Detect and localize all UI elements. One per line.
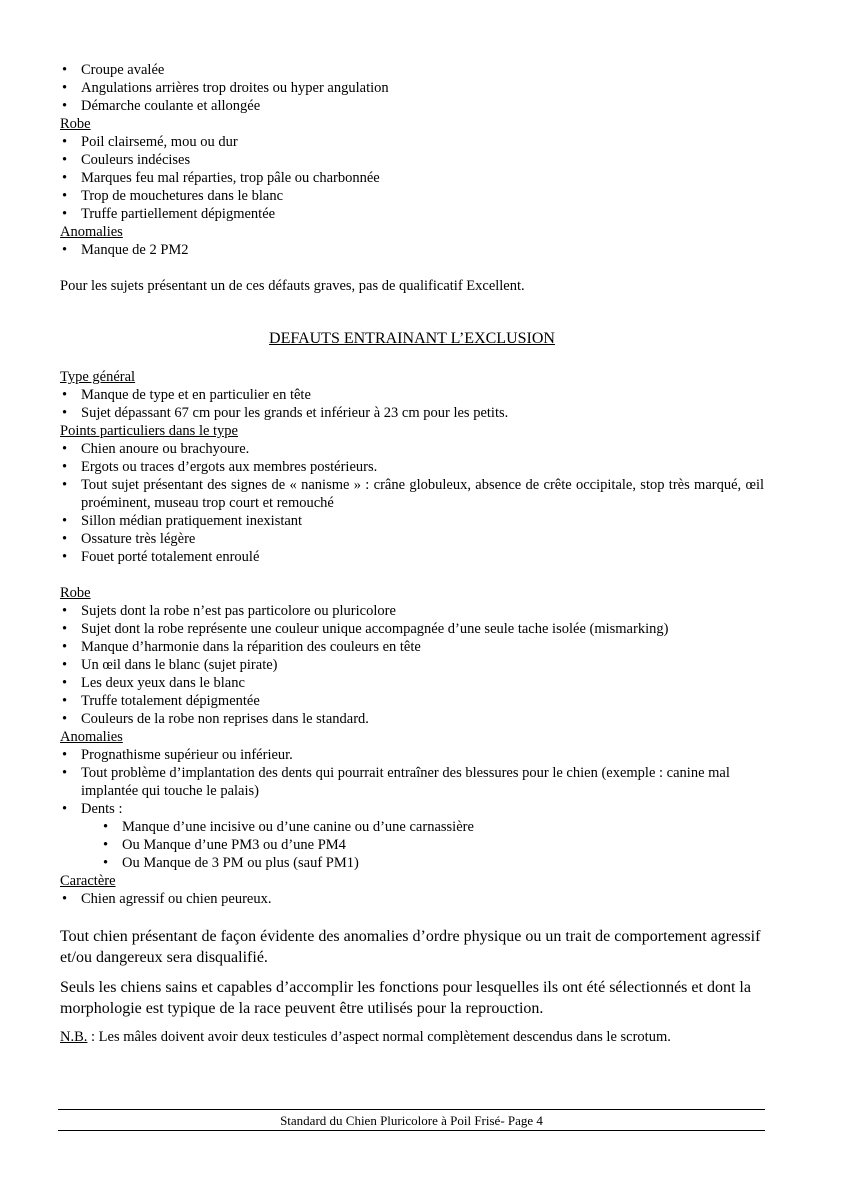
page-footer: Standard du Chien Pluricolore à Poil Frisé- Page 4 (280, 1113, 543, 1128)
list-item: • Manque de 2 PM2 (60, 241, 764, 259)
dents-sublist (81, 818, 764, 872)
nb-text: : Les mâles doivent avoir deux testicules d’aspect normal complètement descendus dans le scrotum. (87, 1029, 671, 1045)
caractere-list (60, 890, 764, 908)
note-grave: Pour les sujets présentant un de ces défauts graves, pas de qualificatif Excellent. (60, 278, 525, 294)
list-item: • Ergots ou traces d’ergots aux membres postérieurs. (60, 458, 764, 476)
footer-rule (58, 1109, 765, 1110)
list-item: • Couleurs indécises (60, 151, 764, 169)
list-item: • Prognathisme supérieur ou inférieur. (60, 746, 764, 764)
section-header-robe: Robe (60, 116, 91, 132)
list-item: • Les deux yeux dans le blanc (60, 674, 764, 692)
nb-label: N.B. (60, 1029, 88, 1045)
section-header-points: Points particuliers dans le type (60, 423, 238, 439)
list-item: • Truffe totalement dépigmentée (60, 692, 764, 710)
list-item: • Couleurs de la robe non reprises dans le standard. (60, 710, 764, 728)
anomalies-exclusion-list (60, 746, 764, 872)
list-item: • Manque d’une incisive ou d’une canine ou d’une carnassière (101, 818, 764, 836)
list-item: • Fouet porté totalement enroulé (60, 548, 764, 566)
list-item: • Trop de mouchetures dans le blanc (60, 187, 764, 205)
nb-paragraph (60, 1028, 764, 1046)
top-list (60, 61, 764, 115)
list-item: • Manque d’harmonie dans la réparition des couleurs en tête (60, 638, 764, 656)
list-item: • Sujet dont la robe représente une couleur unique accompagnée d’une seule tache isolée (mismarking) (60, 620, 764, 638)
list-item: • Chien agressif ou chien peureux. (60, 890, 764, 908)
footer-rule (58, 1130, 765, 1131)
section-header-anomalies: Anomalies (60, 224, 123, 240)
robe-exclusion-list (60, 602, 764, 728)
list-item: • Un œil dans le blanc (sujet pirate) (60, 656, 764, 674)
list-item (60, 800, 764, 872)
list-item: • Sujets dont la robe n’est pas particolore ou pluricolore (60, 602, 764, 620)
points-list (60, 440, 764, 566)
list-item: • Croupe avalée (60, 61, 764, 79)
list-item: • Ou Manque de 3 PM ou plus (sauf PM1) (101, 854, 764, 872)
closing-reproduction: Seuls les chiens sains et capables d’accomplir les fonctions pour lesquelles ils ont été sélectionnés et dont la morphologie est typique de la race peuvent être utilisés pour la reprouction. (60, 979, 751, 1017)
anomalies-list (60, 241, 764, 259)
section-header-robe: Robe (60, 585, 91, 601)
list-item: • Ossature très légère (60, 530, 764, 548)
list-item: • Tout sujet présentant des signes de « nanisme » : crâne globuleux, absence de crête occipitale, stop très marqué, œil proéminent, museau trop court et remouché (60, 476, 764, 512)
document-body (60, 61, 764, 1046)
dents-label: Dents : (81, 801, 123, 817)
section-header-type-general: Type général (60, 369, 136, 385)
list-item: • Angulations arrières trop droites ou hyper angulation (60, 79, 764, 97)
exclusion-title: DEFAUTS ENTRAINANT L’EXCLUSION (269, 330, 555, 347)
type-general-list (60, 386, 764, 422)
list-item: • Démarche coulante et allongée (60, 97, 764, 115)
list-item: • Sujet dépassant 67 cm pour les grands et inférieur à 23 cm pour les petits. (60, 404, 764, 422)
closing-disqualification: Tout chien présentant de façon évidente des anomalies d’ordre physique ou un trait de comportement agressif et/ou dangereux sera disqualifié. (60, 928, 761, 966)
list-item: • Sillon médian pratiquement inexistant (60, 512, 764, 530)
section-header-caractere: Caractère (60, 873, 116, 889)
list-item: • Ou Manque d’une PM3 ou d’une PM4 (101, 836, 764, 854)
robe-list (60, 133, 764, 223)
list-item: • Manque de type et en particulier en tête (60, 386, 764, 404)
list-item: • Truffe partiellement dépigmentée (60, 205, 764, 223)
list-item: • Marques feu mal réparties, trop pâle ou charbonnée (60, 169, 764, 187)
list-item: • Poil clairsemé, mou ou dur (60, 133, 764, 151)
section-header-anomalies: Anomalies (60, 729, 123, 745)
list-item: • Tout problème d’implantation des dents qui pourrait entraîner des blessures pour le chien (exemple : canine mal implantée qui touche le palais) (60, 764, 764, 800)
list-item: • Chien anoure ou brachyoure. (60, 440, 764, 458)
